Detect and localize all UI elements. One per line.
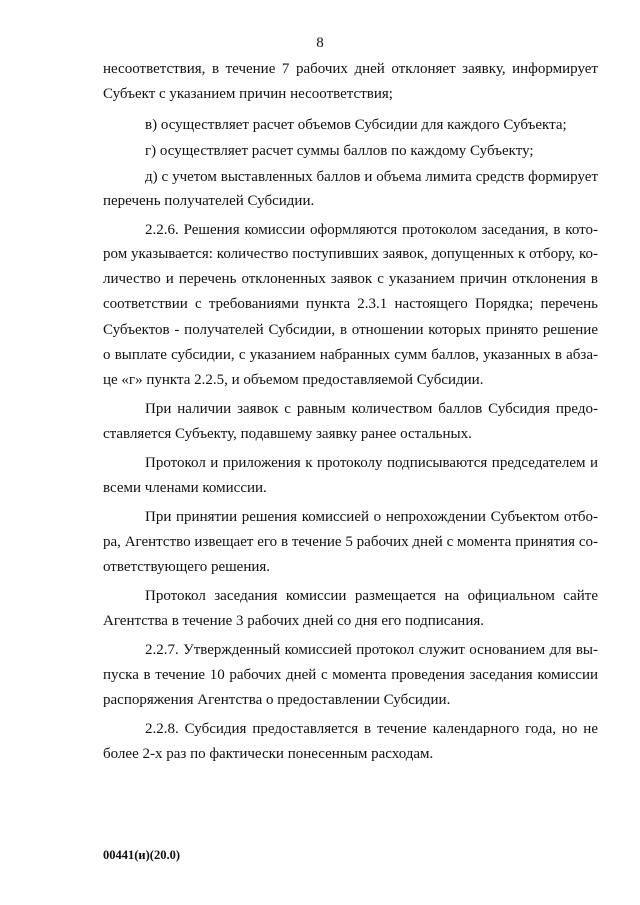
- text-line: всеми членами комиссии.: [103, 480, 267, 496]
- text-line: распоряжения Агентства о предоставлении Субсидии.: [103, 692, 451, 708]
- text-line: в) осуществляет расчет объемов Субсидии для каждого Субъекта;: [145, 117, 567, 133]
- text-line: пуска в течение 10 рабочих дней с момента проведения заседания комиссии: [103, 667, 598, 683]
- text-line: При принятии решения комиссией о непрохождении Субъектом отбо-: [145, 509, 598, 525]
- text-line: соответствии с требованиями пункта 2.3.1 настоящего Порядка; перечень: [103, 296, 598, 312]
- text-line: более 2-х раз по фактически понесенным расходам.: [103, 746, 434, 762]
- text-line: перечень получателей Субсидии.: [103, 193, 315, 209]
- text-line: ставляется Субъекту, подавшему заявку ранее остальных.: [103, 426, 472, 442]
- text-line: личество и перечень отклоненных заявок с указанием причин отклонения в: [103, 271, 598, 287]
- text-line: При наличии заявок с равным количеством баллов Субсидия предо-: [145, 401, 598, 417]
- text-line: о выплате субсидии, с указанием набранных сумм баллов, указанных в абза-: [103, 347, 598, 363]
- page-number: 8: [316, 35, 324, 51]
- text-line: Агентства в течение 3 рабочих дней со дня его подписания.: [103, 613, 485, 629]
- text-line: це «г» пункта 2.2.5, и объемом предоставляемой Субсидии.: [103, 372, 484, 388]
- text-line: 2.2.6. Решения комиссии оформляются протоколом заседания, в кото-: [145, 222, 598, 238]
- document-code: 00441(и)(20.0): [103, 848, 180, 862]
- text-line: Субъектов - получателей Субсидии, в отношении которых принято решение: [103, 322, 598, 338]
- text-line: ответствующего решения.: [103, 559, 271, 575]
- text-line: 2.2.8. Субсидия предоставляется в течение календарного года, но не: [145, 721, 598, 737]
- text-line: ром указывается: количество поступивших заявок, допущенных к отбору, ко-: [103, 246, 598, 262]
- text-line: 2.2.7. Утвержденный комиссией протокол служит основанием для вы-: [145, 642, 598, 658]
- text-line: ра, Агентство извещает его в течение 5 рабочих дней с момента принятия со-: [103, 534, 598, 550]
- text-line: Протокол и приложения к протоколу подписываются председателем и: [145, 455, 598, 471]
- text-line: д) с учетом выставленных баллов и объема лимита средств формирует: [145, 169, 598, 185]
- text-line: Протокол заседания комиссии размещается на официальном сайте: [145, 588, 598, 604]
- text-line: несоответствия, в течение 7 рабочих дней отклоняет заявку, информирует: [103, 61, 598, 77]
- text-line: г) осуществляет расчет суммы баллов по каждому Субъекту;: [145, 143, 534, 159]
- text-line: Субъект с указанием причин несоответствия;: [103, 86, 393, 102]
